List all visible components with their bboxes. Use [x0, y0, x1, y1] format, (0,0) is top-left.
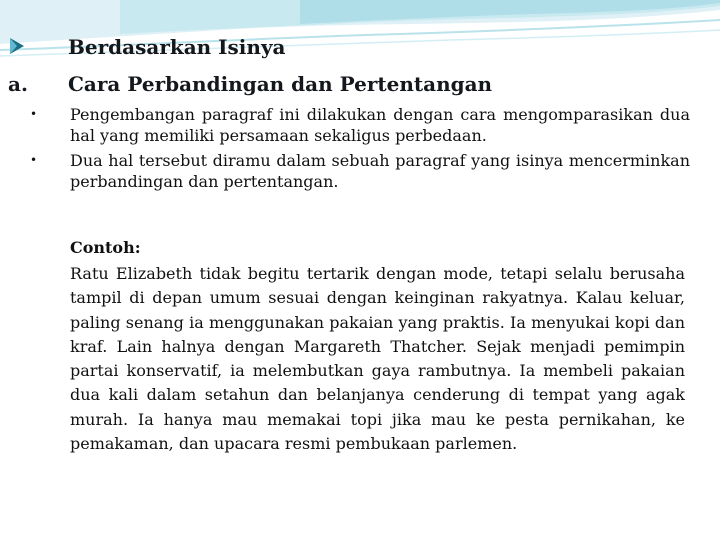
- arrow-bullet-icon: [8, 36, 26, 56]
- bullet-list: [30, 104, 690, 196]
- example-label: Contoh:: [70, 238, 141, 257]
- bullet-item: [30, 150, 690, 192]
- example-block: [70, 236, 685, 456]
- bullet-dot-icon: •: [30, 107, 38, 121]
- subtitle-marker: a.: [8, 72, 28, 96]
- example-paragraph: Ratu Elizabeth tidak begitu tertarik dengan mode, tetapi selalu berusaha tampil di depan umum sesuai dengan keinginan rakyatnya. Kalau keluar, paling senang ia menggunakan pakaian yang praktis. Ia menyukai kopi dan kraf. Lain halnya dengan Margareth Thatcher. Sejak menjadi pemimpin partai konservatif, ia melembutkan gaya rambutnya. Ia membeli pakaian dua kali dalam setahun dan belanjanya cenderung di tempat yang agak murah. Ia hanya mau memakai topi jika mau ke pesta pernikahan, ke pemakaman, dan upacara resmi pembukaan parlemen.: [70, 264, 685, 454]
- slide-subtitle: Cara Perbandingan dan Pertentangan: [68, 72, 493, 96]
- bullet-item: [30, 104, 690, 146]
- bullet-text: Dua hal tersebut diramu dalam sebuah paragraf yang isinya mencerminkan perbandingan dan pertentangan.: [70, 151, 690, 191]
- bullet-dot-icon: •: [30, 153, 38, 167]
- slide-title: Berdasarkan Isinya: [68, 35, 286, 59]
- bullet-text: Pengembangan paragraf ini dilakukan dengan cara mengomparasikan dua hal yang memiliki persamaan sekaligus perbedaan.: [70, 105, 690, 145]
